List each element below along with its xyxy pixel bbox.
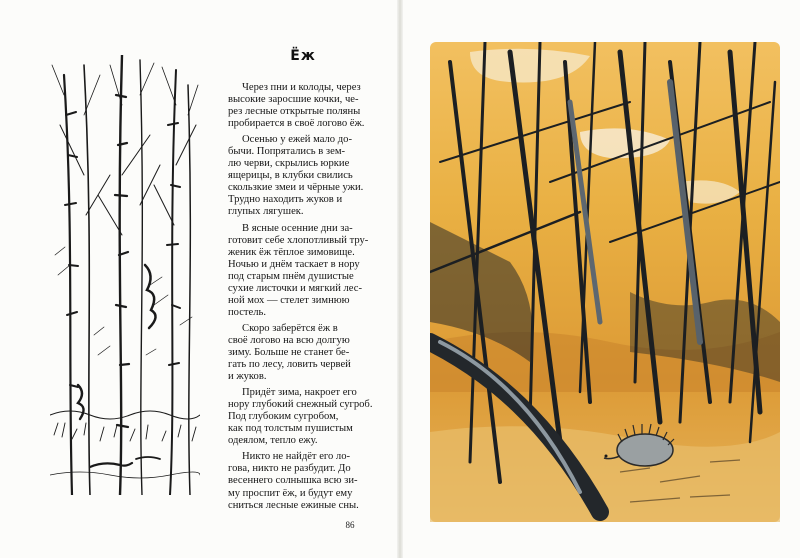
page-number: 86: [345, 520, 355, 530]
birch-trees-sketch: [50, 55, 200, 495]
autumn-forest-hedgehog-painting: [430, 42, 780, 522]
story-text: [228, 82, 386, 516]
paragraph: Никто не найдёт его ло- говa, никто не разбудит. До весеннего солнышка всю зи- му проспит ёж, и будут ему сниться лесные ежиные сны.: [228, 451, 359, 511]
paragraph: Скоро заберётся ёж в своё логово на всю долгую зиму. Больше не станет бе- гать по лесу, ловить червей и жуков.: [228, 322, 351, 383]
story-title: Ёж: [290, 48, 316, 64]
paragraph: Через пни и колоды, через высокие заросшие кочки, че- рез лесные открытые поляны пробирается в своё логово ёж.: [228, 82, 365, 130]
paragraph: В ясные осенние дни за- готовит себе хлопотливый тру- женик ёж тёплое зимовище. Ночью и днём таскает в нору под старым пнём душистые сухие листочки и мягкий лес- ной мох — стелет зимнюю постель.: [228, 222, 369, 318]
left-page: [0, 0, 397, 558]
paragraph: Осенью у ежей мало до- бычи. Попрятались в зем- лю черви, скрылись юркие ящерицы, в клубки свились скользкие змеи и чёрные ужи. Трудно находить жуков и глупых лягушек.: [228, 134, 364, 218]
paragraph: Придёт зима, накроет его нору глубокий снежный сугроб. Под глубоким сугробом, как под толстым пушистым одеялом, тепло ежу.: [228, 387, 373, 447]
right-page: [403, 0, 800, 558]
